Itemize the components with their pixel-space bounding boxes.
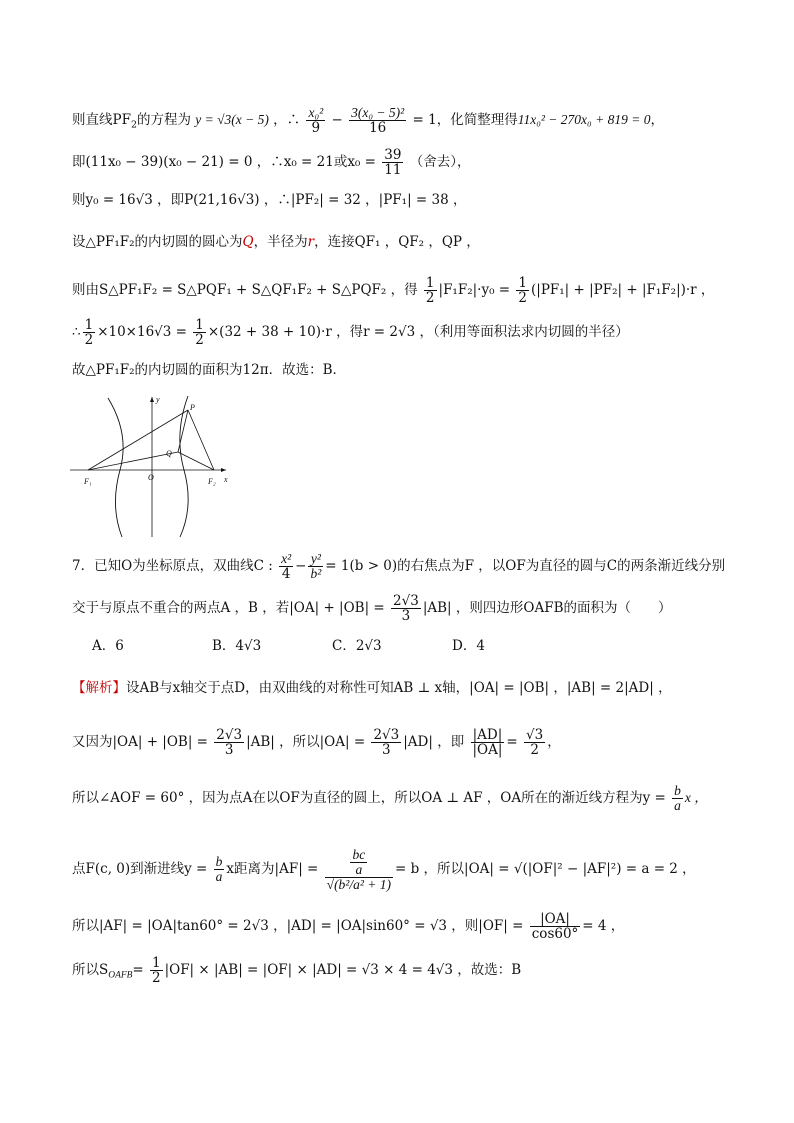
hyperbola-figure xyxy=(68,392,238,540)
x-axis-arrow xyxy=(221,468,226,472)
text: ，连接QF₁ ，QF₂ ，QP ， xyxy=(314,234,480,250)
fraction: $\frac{1}{2}$ xyxy=(425,275,435,306)
solution-line-1: 则直线$PF_2$的方程为 y = √3(x − 5) ，∴ $\frac{\text{x₀²}}{9}$ − $\frac{\text{3(x₀ − 5)²}}{16}$ = 1，化简整理得11x₀² − 270x₀ + 819 = 0， xyxy=(72,105,664,136)
question-line-2 xyxy=(72,594,738,623)
text: |AD| ，即 xyxy=(403,734,465,750)
text: 所以S xyxy=(72,962,109,978)
option-b: B．4√3 xyxy=(212,638,262,654)
text: = 1(b > 0)的右焦点为F ，以OF为直径的圆与C的两条渐近线分别 xyxy=(325,558,726,574)
text: ，半径为 xyxy=(253,234,308,250)
text: |AB| ，所以|OA| = xyxy=(246,734,366,750)
fraction: $\frac{|OA|}{\cos 60^\circ}$ xyxy=(531,911,579,942)
solution-line-2 xyxy=(72,148,738,177)
text: 7．已知O为坐标原点，双曲线C : xyxy=(72,558,273,574)
text: 交于与原点不重合的两点A ，B ，若|OA| + |OB| = xyxy=(72,600,385,616)
fraction: $\frac{1}{2}$ xyxy=(195,317,204,348)
p-label: P xyxy=(190,403,195,412)
y-axis-arrow xyxy=(150,397,154,402)
compound-fraction: $\frac{\frac{bc}{a}}{\text{√(b²/a² + 1)}}$ xyxy=(326,847,392,892)
text: 即(11x₀ − 39)(x₀ − 21) = 0 ，∴x₀ = 21或x₀ = xyxy=(72,154,376,170)
fraction: $\frac{\text{x²}}{4}$ xyxy=(281,551,292,582)
text: x距离为|AF| = xyxy=(226,861,319,877)
solution-line-7: 故△PF₁F₂的内切圆的面积为12π．故选：B． xyxy=(72,362,346,378)
text: （舍去）， xyxy=(409,154,471,170)
fraction: $\frac{√3}{2}$ xyxy=(526,727,544,758)
equation: y = √3(x − 5) xyxy=(195,112,269,127)
solution-line-6: ∴ $\frac{1}{2}$ ×10×16√3 = $\frac{1}{2}$ ×(32 + 38 + 10)·r ，得r = 2√3 ，（利用等面积法求内切圆的半径） xyxy=(72,317,629,348)
fraction: $\frac{\text{y²}}{\text{b²}}$ xyxy=(310,551,322,581)
text: |OF| × |AB| = |OF| × |AD| = √3 × 4 = 4√3 ，故选：B xyxy=(164,962,522,978)
area-subscript: OAFB xyxy=(108,970,133,981)
fraction: $\frac{2√3}{3}$ xyxy=(393,593,419,624)
text: ×(32 + 38 + 10)·r ，得r = 2√3 ，（利用等面积法求内切圆的半径） xyxy=(207,324,629,340)
x-label: x xyxy=(224,475,228,484)
hyperbola-left-branch xyxy=(108,398,123,537)
text: |F₁F₂|·y₀ = xyxy=(438,282,511,298)
hyperbola-right-branch xyxy=(180,396,188,537)
segment-pf1 xyxy=(88,410,188,470)
analysis-line-1 xyxy=(72,678,738,698)
analysis-line-6: 所以$S_{OAFB}=$ $\frac{1}{2}$ |OF| × |AB| = |OF| × |AD| = √3 × 4 = 4√3 ，故选：B xyxy=(72,955,522,986)
text: = b ，所以|OA| = √(|OF|² − |AF|²) = a = 2 ， xyxy=(395,861,696,877)
fraction: $\frac{1}{2}$ xyxy=(84,317,94,348)
analysis-line-3: 所以∠AOF = 60° ，因为点A在以OF为直径的圆上，所以OA ⊥ AF ，OA所在的渐近线方程为y = $\frac{b}{a}$ x ， xyxy=(72,783,708,813)
solution-line-3: 则y₀ = 16√3 ，即P(21,16√3) ，∴|PF₂| = 32 ，|PF₁| = 38 ， xyxy=(72,192,467,208)
fraction: $\frac{\text{x₀²}}{9}$ xyxy=(308,105,324,136)
fraction: $\frac{39}{11}$ xyxy=(384,147,402,178)
analysis-line-2: 又因为|OA| + |OB| = $\frac{2√3}{3}$ |AB| ，所以|OA| = $\frac{2√3}{3}$ |AD| ，即 $\frac{|AD|}{|OA|}$ = $\frac{√3}{2}$ ， xyxy=(72,727,561,758)
segment-qf1 xyxy=(88,452,178,470)
y-label: y xyxy=(156,395,160,404)
analysis-line-5: 所以|AF| = |OA|tan60° = 2√3 ，|AD| = |OA|sin60° = √3 ，则|OF| = $\frac{|OA|}{\cos 60^\circ}$ = 4 ， xyxy=(72,911,625,942)
analysis-line-4 xyxy=(72,848,738,891)
text: 设AB与x轴交于点D，由双曲线的对称性可知AB ⊥ x轴，|OA| = |OB| ，|AB| = 2|AD| ， xyxy=(126,680,672,696)
o-label: O xyxy=(148,473,154,482)
text: 的方程为 xyxy=(136,112,191,128)
solution-line-5 xyxy=(72,276,738,305)
text: 所以|AF| = |OA|tan60° = 2√3 ，|AD| = |OA|sin60° = √3 ，则|OF| = xyxy=(72,918,524,934)
text: 则直线PF xyxy=(72,112,131,128)
text: (|PF₁| + |PF₂| + |F₁F₂|)·r ， xyxy=(531,282,715,298)
fraction: $\frac{1}{2}$ xyxy=(518,275,527,306)
segment-pf2 xyxy=(188,410,214,470)
q-label: Q xyxy=(166,449,172,458)
analysis-tag: 【解析】 xyxy=(72,680,126,696)
fraction: $\frac{\text{3(x₀ − 5)²}}{16}$ xyxy=(351,105,405,136)
answer-options xyxy=(92,636,738,656)
text: 点F(c, 0)到渐进线y = xyxy=(72,861,208,877)
f2-label: F₂ xyxy=(208,477,216,486)
text: 所以∠AOF = 60° ，因为点A在以OF为直径的圆上，所以OA ⊥ AF ，OA所在的渐近线方程为y = xyxy=(72,790,666,806)
option-d: D．4 xyxy=(452,638,485,654)
fraction: $\frac{1}{2}$ xyxy=(151,955,161,986)
fraction: $\frac{2√3}{3}$ xyxy=(216,727,243,758)
circle-center-label: Q xyxy=(242,234,254,250)
text: ×10×16√3 = xyxy=(97,324,187,340)
fraction: $\frac{|AD|}{|OA|}$ xyxy=(472,727,503,758)
f1-label: F₁ xyxy=(84,477,92,486)
solution-line-4 xyxy=(72,232,738,252)
option-a: A．6 xyxy=(92,638,124,654)
fraction: $\frac{2√3}{3}$ xyxy=(373,727,400,758)
text: |AB| ，则四边形OAFB的面积为（ ） xyxy=(422,600,672,616)
fraction: $\frac{b}{a}$ xyxy=(215,854,223,884)
question-line-1: 7．已知O为坐标原点，双曲线C : $\frac{\text{x²}}{4}$ − $\frac{\text{y²}}{\text{b²}}$ = 1(b > 0)的右焦点为F ，以OF为直径的圆与C的两条渐近线分别 xyxy=(72,551,726,582)
text: 设△PF₁F₂的内切圆的圆心为 xyxy=(72,234,243,250)
option-c: C．2√3 xyxy=(332,638,382,654)
fraction: $\frac{b}{a}$ xyxy=(674,783,681,813)
text: 又因为|OA| + |OB| = xyxy=(72,734,208,750)
segment-qp xyxy=(178,410,188,452)
radius-label: r xyxy=(307,234,315,250)
text: 则由S△PF₁F₂ = S△PQF₁ + S△QF₁F₂ + S△PQF₂ ，得 xyxy=(72,282,418,298)
